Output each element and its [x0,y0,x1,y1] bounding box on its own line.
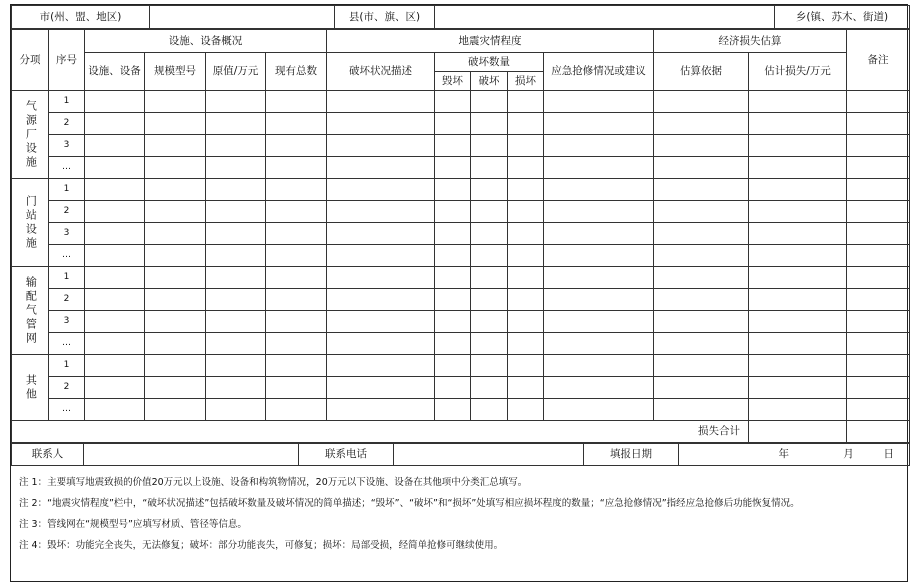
col-model: 规模型号 [145,53,206,91]
table-cell[interactable] [471,179,508,201]
table-cell[interactable] [847,91,910,113]
col-category: 分项 [12,30,49,91]
table-cell[interactable] [508,311,544,333]
table-cell[interactable] [85,377,145,399]
group-label-gate-station: 门站设施 [12,179,49,267]
table-cell[interactable] [654,223,749,245]
city-label: 市(州、盟、地区) [12,6,150,29]
table-cell[interactable] [85,113,145,135]
col-current-total: 现有总数 [266,53,327,91]
table-cell[interactable] [206,289,266,311]
row-seq: 1 [49,267,85,289]
table-cell[interactable] [327,267,435,289]
table-cell[interactable] [544,179,654,201]
table-cell[interactable] [435,201,471,223]
table-cell[interactable] [508,179,544,201]
table-cell[interactable] [544,223,654,245]
table-cell[interactable] [206,223,266,245]
group-label-gas-source: 气源厂设施 [12,91,49,179]
table-cell[interactable] [327,311,435,333]
table-cell[interactable] [206,113,266,135]
table-cell[interactable] [206,355,266,377]
region-header-row [11,5,910,29]
table-cell[interactable] [145,355,206,377]
table-cell[interactable] [749,289,847,311]
table-cell[interactable] [435,113,471,135]
table-cell[interactable] [847,135,910,157]
table-cell[interactable] [145,223,206,245]
table-cell[interactable] [847,377,910,399]
table-cell[interactable] [654,201,749,223]
col-damage-degree: 地震灾情程度 [327,30,654,53]
table-cell[interactable] [435,333,471,355]
table-cell[interactable] [266,245,327,267]
col-damage-count: 破坏数量 [435,53,544,72]
table-cell[interactable] [145,179,206,201]
table-cell[interactable] [327,289,435,311]
table-cell[interactable] [847,223,910,245]
table-cell[interactable] [544,135,654,157]
year-label: 年 [779,444,829,466]
table-cell[interactable] [206,245,266,267]
table-cell[interactable] [471,135,508,157]
loss-total-value[interactable] [749,421,847,443]
table-cell[interactable] [471,355,508,377]
table-cell[interactable] [266,201,327,223]
damage-table [11,29,910,443]
note-2: 注 2：“地震灾情程度”栏中，“破坏状况描述”包括破坏数量及破坏情况的简单描述；“毁坏”、“破坏”和“损坏”处填写相应损坏程度的数量；“应急抢修情况”指经应急抢修后功能恢复情况。 [19,498,800,509]
table-cell[interactable] [749,377,847,399]
table-cell[interactable] [85,267,145,289]
table-cell[interactable] [654,377,749,399]
table-cell[interactable] [85,289,145,311]
note-1: 注 1：主要填写地震致损的价值20万元以上设施、设备和构筑物情况，20万元以下设施、设备在其他项中分类汇总填写。 [19,477,528,488]
table-cell[interactable] [85,135,145,157]
table-cell[interactable] [471,245,508,267]
date-label: 填报日期 [584,444,679,466]
table-cell[interactable] [847,355,910,377]
table-cell[interactable] [206,333,266,355]
table-cell[interactable] [145,377,206,399]
table-cell[interactable] [206,399,266,421]
table-cell[interactable] [847,333,910,355]
table-cell[interactable] [508,113,544,135]
table-cell[interactable] [206,201,266,223]
table-cell[interactable] [471,91,508,113]
table-cell[interactable] [544,157,654,179]
table-cell[interactable] [85,311,145,333]
table-cell[interactable] [327,179,435,201]
table-cell[interactable] [749,333,847,355]
col-remark: 备注 [847,30,910,91]
group-label-pipeline: 输配气管网 [12,267,49,355]
table-cell[interactable] [266,399,327,421]
row-seq: 2 [49,113,85,135]
table-cell[interactable] [749,267,847,289]
table-cell[interactable] [749,135,847,157]
table-cell[interactable] [508,201,544,223]
phone-input-cell[interactable] [394,444,584,466]
table-cell[interactable] [508,399,544,421]
table-cell[interactable] [85,179,145,201]
table-cell[interactable] [266,289,327,311]
note-3: 注 3：管线网在“规模型号”应填写材质、管径等信息。 [19,519,247,530]
table-cell[interactable] [85,223,145,245]
table-cell[interactable] [471,201,508,223]
table-cell[interactable] [654,179,749,201]
table-cell[interactable] [435,179,471,201]
table-cell[interactable] [327,333,435,355]
row-seq: 1 [49,355,85,377]
table-cell[interactable] [544,311,654,333]
town-label: 乡(镇、苏木、街道) [775,6,910,29]
table-cell[interactable] [435,377,471,399]
table-cell[interactable] [266,135,327,157]
col-facility: 设施、设备 [85,53,145,91]
col-original-value: 原值/万元 [206,53,266,91]
row-seq: 3 [49,135,85,157]
table-cell[interactable] [145,333,206,355]
table-cell[interactable] [847,113,910,135]
table-cell[interactable] [145,267,206,289]
group-label-other: 其他 [12,355,49,421]
table-cell[interactable] [508,333,544,355]
notes-section [11,466,907,556]
row-seq: 2 [49,289,85,311]
table-cell[interactable] [544,377,654,399]
table-cell[interactable] [544,91,654,113]
table-cell[interactable] [206,91,266,113]
table-cell[interactable] [85,157,145,179]
table-cell[interactable] [145,201,206,223]
table-cell[interactable] [145,399,206,421]
table-cell[interactable] [206,267,266,289]
table-cell[interactable] [266,157,327,179]
table-cell[interactable] [435,91,471,113]
table-cell[interactable] [85,91,145,113]
table-cell[interactable] [85,245,145,267]
row-seq: 2 [49,377,85,399]
table-cell[interactable] [206,377,266,399]
damage-report-form [10,4,908,582]
table-cell[interactable] [847,245,910,267]
table-cell[interactable] [508,377,544,399]
table-cell[interactable] [266,113,327,135]
table-cell[interactable] [327,113,435,135]
table-cell[interactable] [435,355,471,377]
col-broken: 破坏 [471,72,508,91]
table-cell[interactable] [471,223,508,245]
table-cell[interactable] [145,311,206,333]
row-seq: … [49,333,85,355]
table-cell[interactable] [847,179,910,201]
table-cell[interactable] [145,135,206,157]
col-destroyed: 毁坏 [435,72,471,91]
table-cell[interactable] [471,267,508,289]
table-cell[interactable] [266,91,327,113]
table-cell[interactable] [847,289,910,311]
table-cell[interactable] [85,333,145,355]
table-cell[interactable] [508,267,544,289]
table-cell[interactable] [327,157,435,179]
row-seq: 3 [49,311,85,333]
table-cell[interactable] [749,201,847,223]
col-damage-desc: 破坏状况描述 [327,53,435,91]
table-cell[interactable] [847,267,910,289]
table-cell[interactable] [435,223,471,245]
county-label: 县(市、旗、区) [335,6,435,29]
table-cell[interactable] [471,377,508,399]
table-cell[interactable] [435,311,471,333]
table-cell[interactable] [544,201,654,223]
table-cell[interactable] [327,223,435,245]
table-cell[interactable] [749,179,847,201]
contact-label: 联系人 [12,444,84,466]
table-cell[interactable] [847,201,910,223]
table-cell[interactable] [206,311,266,333]
table-cell[interactable] [435,267,471,289]
row-seq: … [49,245,85,267]
table-cell[interactable] [266,267,327,289]
table-cell[interactable] [847,311,910,333]
note-4: 注 4：毁坏：功能完全丧失，无法修复；破坏：部分功能丧失，可修复；损坏：局部受损，经简单抢修可继续使用。 [19,540,504,551]
table-cell[interactable] [654,333,749,355]
table-cell[interactable] [266,355,327,377]
table-cell[interactable] [327,355,435,377]
table-cell[interactable] [435,245,471,267]
table-cell[interactable] [654,311,749,333]
table-cell[interactable] [654,91,749,113]
row-seq: … [49,157,85,179]
table-cell[interactable] [85,355,145,377]
row-seq: 2 [49,201,85,223]
table-cell[interactable] [544,333,654,355]
table-cell[interactable] [508,355,544,377]
table-cell[interactable] [749,113,847,135]
row-seq: … [49,399,85,421]
city-input-cell[interactable] [150,6,335,29]
table-cell[interactable] [508,91,544,113]
table-cell[interactable] [266,179,327,201]
county-input-cell[interactable] [435,6,775,29]
row-seq: 1 [49,91,85,113]
year-input-cell[interactable] [679,444,779,466]
table-cell[interactable] [749,311,847,333]
table-cell[interactable] [327,377,435,399]
table-cell[interactable] [435,135,471,157]
table-cell[interactable] [435,289,471,311]
table-cell[interactable] [544,355,654,377]
contact-input-cell[interactable] [84,444,299,466]
table-cell[interactable] [847,399,910,421]
table-cell[interactable] [266,311,327,333]
table-cell[interactable] [471,333,508,355]
table-cell[interactable] [749,245,847,267]
table-cell[interactable] [544,113,654,135]
table-cell[interactable] [654,355,749,377]
table-cell[interactable] [654,157,749,179]
col-facility-overview: 设施、设备概况 [85,30,327,53]
table-cell[interactable] [654,135,749,157]
table-cell[interactable] [508,289,544,311]
table-cell[interactable] [471,311,508,333]
table-cell[interactable] [435,157,471,179]
loss-total-label: 损失合计 [12,421,749,443]
table-cell[interactable] [145,113,206,135]
table-cell[interactable] [749,399,847,421]
col-est-loss: 估计损失/万元 [749,53,847,91]
row-seq: 1 [49,179,85,201]
day-label: 日 [869,444,910,466]
table-cell[interactable] [847,421,910,443]
col-basis: 估算依据 [654,53,749,91]
table-cell[interactable] [749,355,847,377]
table-cell[interactable] [654,113,749,135]
table-cell[interactable] [206,135,266,157]
table-cell[interactable] [471,157,508,179]
table-cell[interactable] [435,399,471,421]
table-cell[interactable] [266,223,327,245]
col-repair: 应急抢修情况或建议 [544,53,654,91]
table-cell[interactable] [654,289,749,311]
table-cell[interactable] [544,399,654,421]
table-cell[interactable] [471,113,508,135]
table-cell[interactable] [327,135,435,157]
table-cell[interactable] [327,399,435,421]
col-damaged: 损坏 [508,72,544,91]
table-cell[interactable] [471,399,508,421]
table-cell[interactable] [206,157,266,179]
table-cell[interactable] [145,91,206,113]
table-cell[interactable] [145,245,206,267]
table-cell[interactable] [266,333,327,355]
table-cell[interactable] [749,223,847,245]
table-cell[interactable] [145,289,206,311]
row-seq: 3 [49,223,85,245]
table-cell[interactable] [266,377,327,399]
table-cell[interactable] [85,399,145,421]
table-cell[interactable] [847,157,910,179]
contact-row [11,443,910,466]
table-cell[interactable] [544,267,654,289]
table-cell[interactable] [206,179,266,201]
table-cell[interactable] [749,91,847,113]
phone-label: 联系电话 [299,444,394,466]
table-cell[interactable] [145,157,206,179]
table-cell[interactable] [508,157,544,179]
month-label: 月 [829,444,869,466]
table-cell[interactable] [471,289,508,311]
table-cell[interactable] [327,91,435,113]
table-cell[interactable] [749,157,847,179]
table-cell[interactable] [327,201,435,223]
table-cell[interactable] [508,223,544,245]
table-cell[interactable] [327,245,435,267]
table-cell[interactable] [654,245,749,267]
table-cell[interactable] [654,267,749,289]
table-cell[interactable] [544,245,654,267]
col-seq: 序号 [49,30,85,91]
table-cell[interactable] [544,289,654,311]
table-cell[interactable] [654,399,749,421]
table-cell[interactable] [508,245,544,267]
col-econ-loss: 经济损失估算 [654,30,847,53]
table-cell[interactable] [85,201,145,223]
table-cell[interactable] [508,135,544,157]
